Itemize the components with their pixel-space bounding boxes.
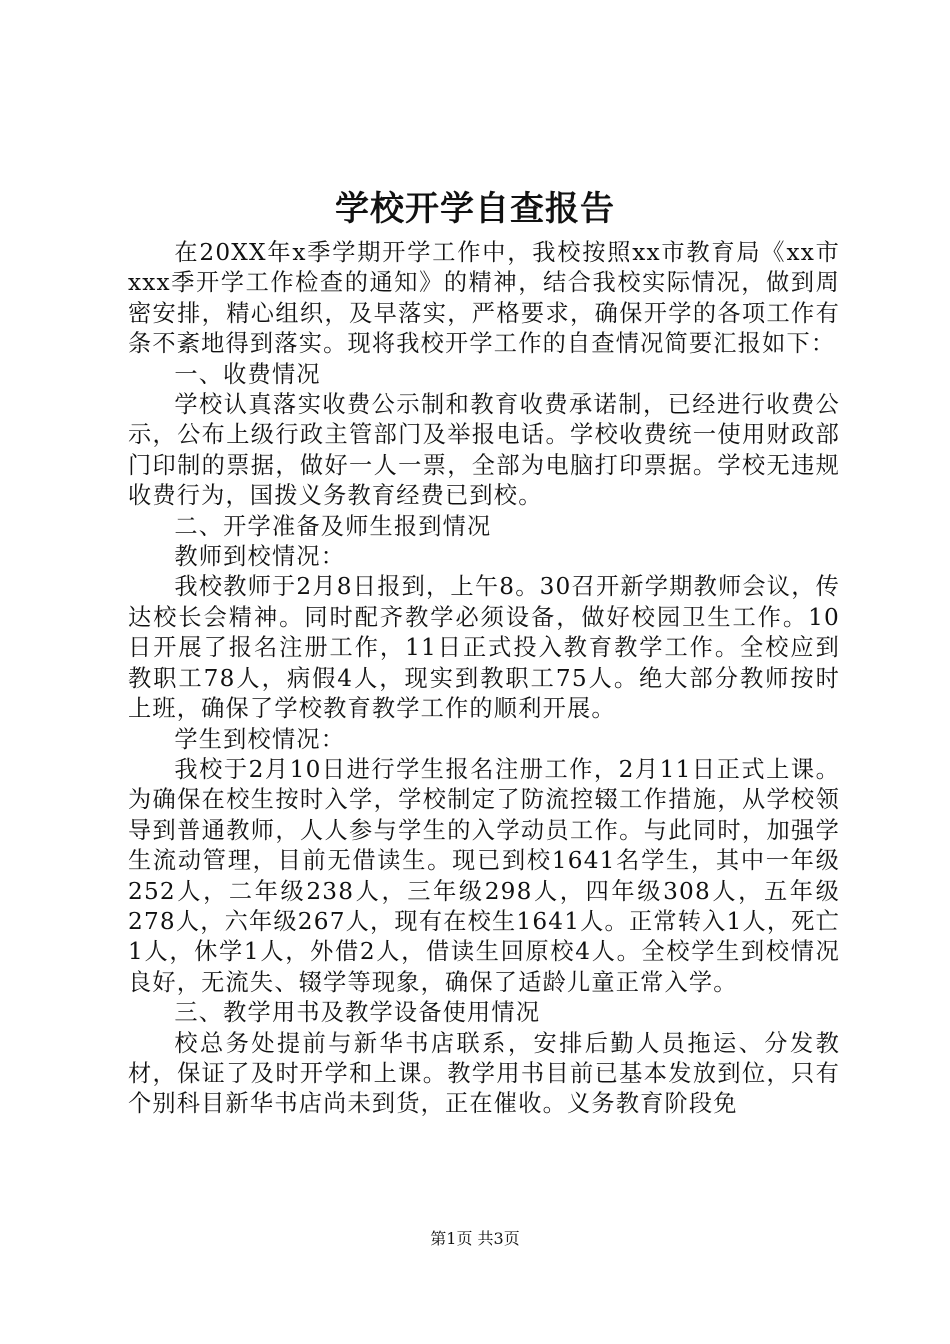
document-body <box>128 238 840 1120</box>
section-heading-preparation: 二、开学准备及师生报到情况 <box>174 512 492 540</box>
textbooks-paragraph: 校总务处提前与新华书店联系，安排后勤人员拖运、分发教材，保证了及时开学和上课。教学用书目前已基本发放到位，只有个别科目新华书店尚未到货，正在催收。义务教育阶段免 <box>128 1029 840 1118</box>
document-title: 学校开学自查报告 <box>335 189 615 229</box>
teachers-paragraph: 我校教师于2月8日报到，上午8。30召开新学期教师会议，传达校长会精神。同时配齐教学必须设备，做好校园卫生工作。10日开展了报名注册工作，11日正式投入教育教学工作。全校应到教职工78人，病假4人，现实到教职工75人。绝大部分教师按时上班，确保了学校教育教学工作的顺利开展。 <box>128 573 840 723</box>
students-paragraph: 我校于2月10日进行学生报名注册工作，2月11日正式上课。为确保在校生按时入学，学校制定了防流控辍工作措施，从学校领导到普通教师，人人参与学生的入学动员工作。与此同时，加强学生流动管理，目前无借读生。现已到校1641名学生，其中一年级252人，二年级238人，三年级298人，四年级308人，五年级278人，六年级267人，现有在校生1641人。正常转入1人，死亡1人，休学1人，外借2人，借读生回原校4人。全校学生到校情况良好，无流失、辍学等现象，确保了适龄儿童正常入学。 <box>128 755 841 996</box>
fees-paragraph: 学校认真落实收费公示制和教育收费承诺制，已经进行收费公示，公布上级行政主管部门及举报电话。学校收费统一使用财政部门印制的票据，做好一人一票，全部为电脑打印票据。学校无违规收费行为，国拨义务教育经费已到校。 <box>128 391 840 510</box>
subheading-students: 学生到校情况： <box>174 725 346 753</box>
section-heading-textbooks: 三、教学用书及教学设备使用情况 <box>174 999 541 1027</box>
subheading-teachers: 教师到校情况： <box>174 543 346 571</box>
intro-paragraph: 在20XX年x季学期开学工作中，我校按照xx市教育局《xx市xxx季开学工作检查的通知》的精神，结合我校实际情况，做到周密安排，精心组织，及早落实，严格要求，确保开学的各项工作有条不紊地得到落实。现将我校开学工作的自查情况简要汇报如下： <box>128 239 840 358</box>
page-number: 第1页 共3页 <box>430 1229 520 1248</box>
section-heading-fees: 一、收费情况 <box>174 360 321 388</box>
